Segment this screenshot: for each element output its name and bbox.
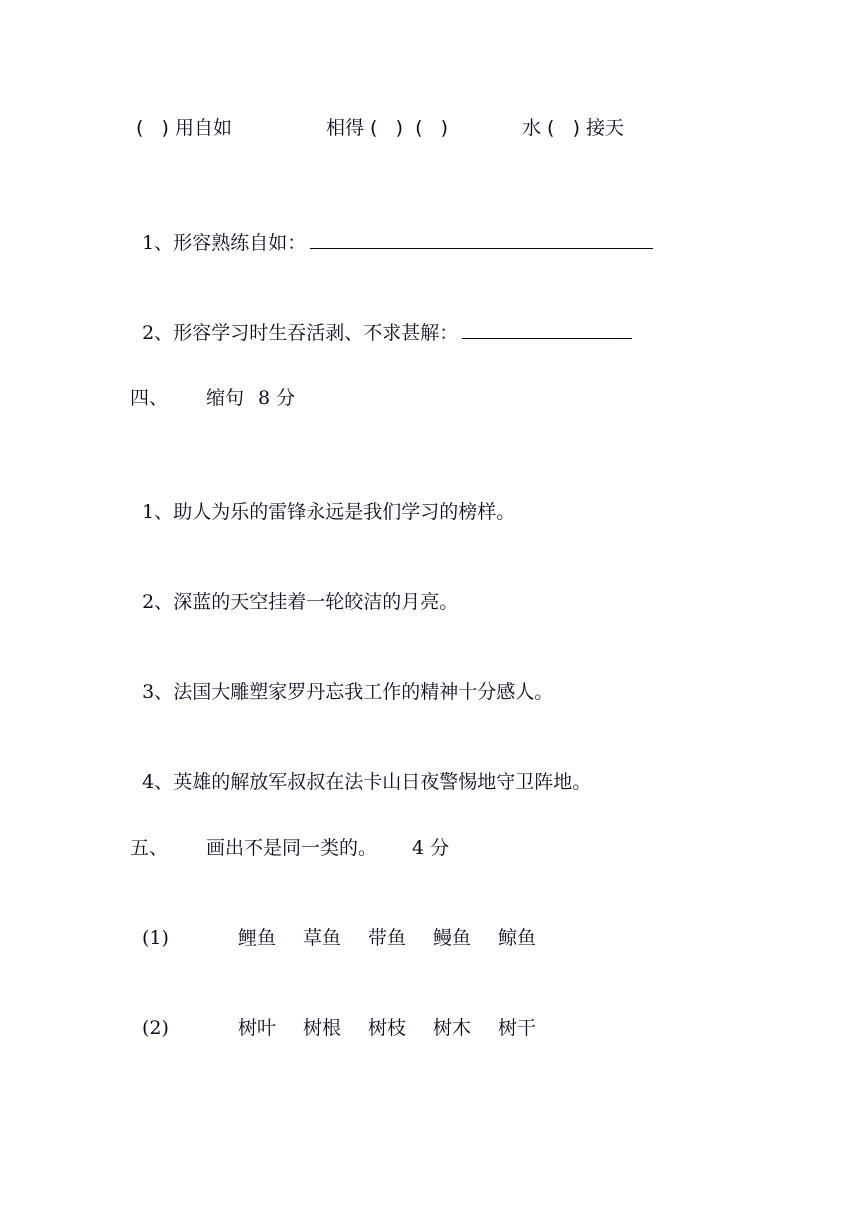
idiom-question-1 <box>130 206 653 255</box>
section-score: 8 分 <box>258 387 296 409</box>
word-option[interactable]: 鲸鱼 <box>498 927 537 949</box>
sentence-item-1 <box>130 476 515 524</box>
sentence-item-2 <box>130 566 458 614</box>
word-option[interactable]: 树干 <box>498 1017 537 1039</box>
section-label: 四、 <box>130 387 169 409</box>
section-label: 五、 <box>130 837 169 859</box>
question-text: 形容熟练自如： <box>173 232 307 254</box>
item-number: 1、 <box>142 501 174 523</box>
sentence-item-3 <box>130 656 553 704</box>
section-title: 画出不是同一类的。 <box>206 837 378 859</box>
item-text: 英雄的解放军叔叔在法卡山日夜警惕地守卫阵地。 <box>173 771 592 793</box>
question-number: 2、 <box>142 322 174 344</box>
answer-blank[interactable] <box>462 320 632 339</box>
item-text: 深蓝的天空挂着一轮皎洁的月亮。 <box>173 591 459 613</box>
word-group-2 <box>0 1016 860 1184</box>
word-option[interactable]: 鲤鱼 <box>238 927 277 949</box>
group-number: (2) <box>142 1017 169 1039</box>
idiom-item-2: 相得 ( ) ( ) <box>326 117 449 139</box>
section-title: 缩句 <box>206 387 245 409</box>
item-number: 3、 <box>142 681 174 703</box>
section-score: 4 分 <box>412 837 450 859</box>
word-option[interactable]: 树根 <box>303 1017 342 1039</box>
idiom-item-3: 水 ( ) 接天 <box>522 117 625 139</box>
section-5-heading <box>0 836 860 932</box>
idiom-question-2 <box>130 296 632 345</box>
word-option[interactable]: 鳗鱼 <box>433 927 472 949</box>
idiom-item-1: ( ) 用自如 <box>136 117 232 139</box>
word-option[interactable]: 树木 <box>433 1017 472 1039</box>
item-number: 2、 <box>142 591 174 613</box>
item-text: 法国大雕塑家罗丹忘我工作的精神十分感人。 <box>173 681 554 703</box>
item-text: 助人为乐的雷锋永远是我们学习的榜样。 <box>173 501 516 523</box>
word-option[interactable]: 树叶 <box>238 1017 277 1039</box>
question-number: 1、 <box>142 232 174 254</box>
word-option[interactable]: 树枝 <box>368 1017 407 1039</box>
sentence-item-4 <box>130 746 591 794</box>
idiom-fill-row <box>0 116 860 140</box>
answer-blank[interactable] <box>310 230 653 249</box>
group-number: (1) <box>142 927 169 949</box>
question-text: 形容学习时生吞活剥、不求甚解： <box>173 322 459 344</box>
item-number: 4、 <box>142 771 174 793</box>
word-option[interactable]: 带鱼 <box>368 927 407 949</box>
word-option[interactable]: 草鱼 <box>303 927 342 949</box>
section-4-heading <box>0 386 860 482</box>
